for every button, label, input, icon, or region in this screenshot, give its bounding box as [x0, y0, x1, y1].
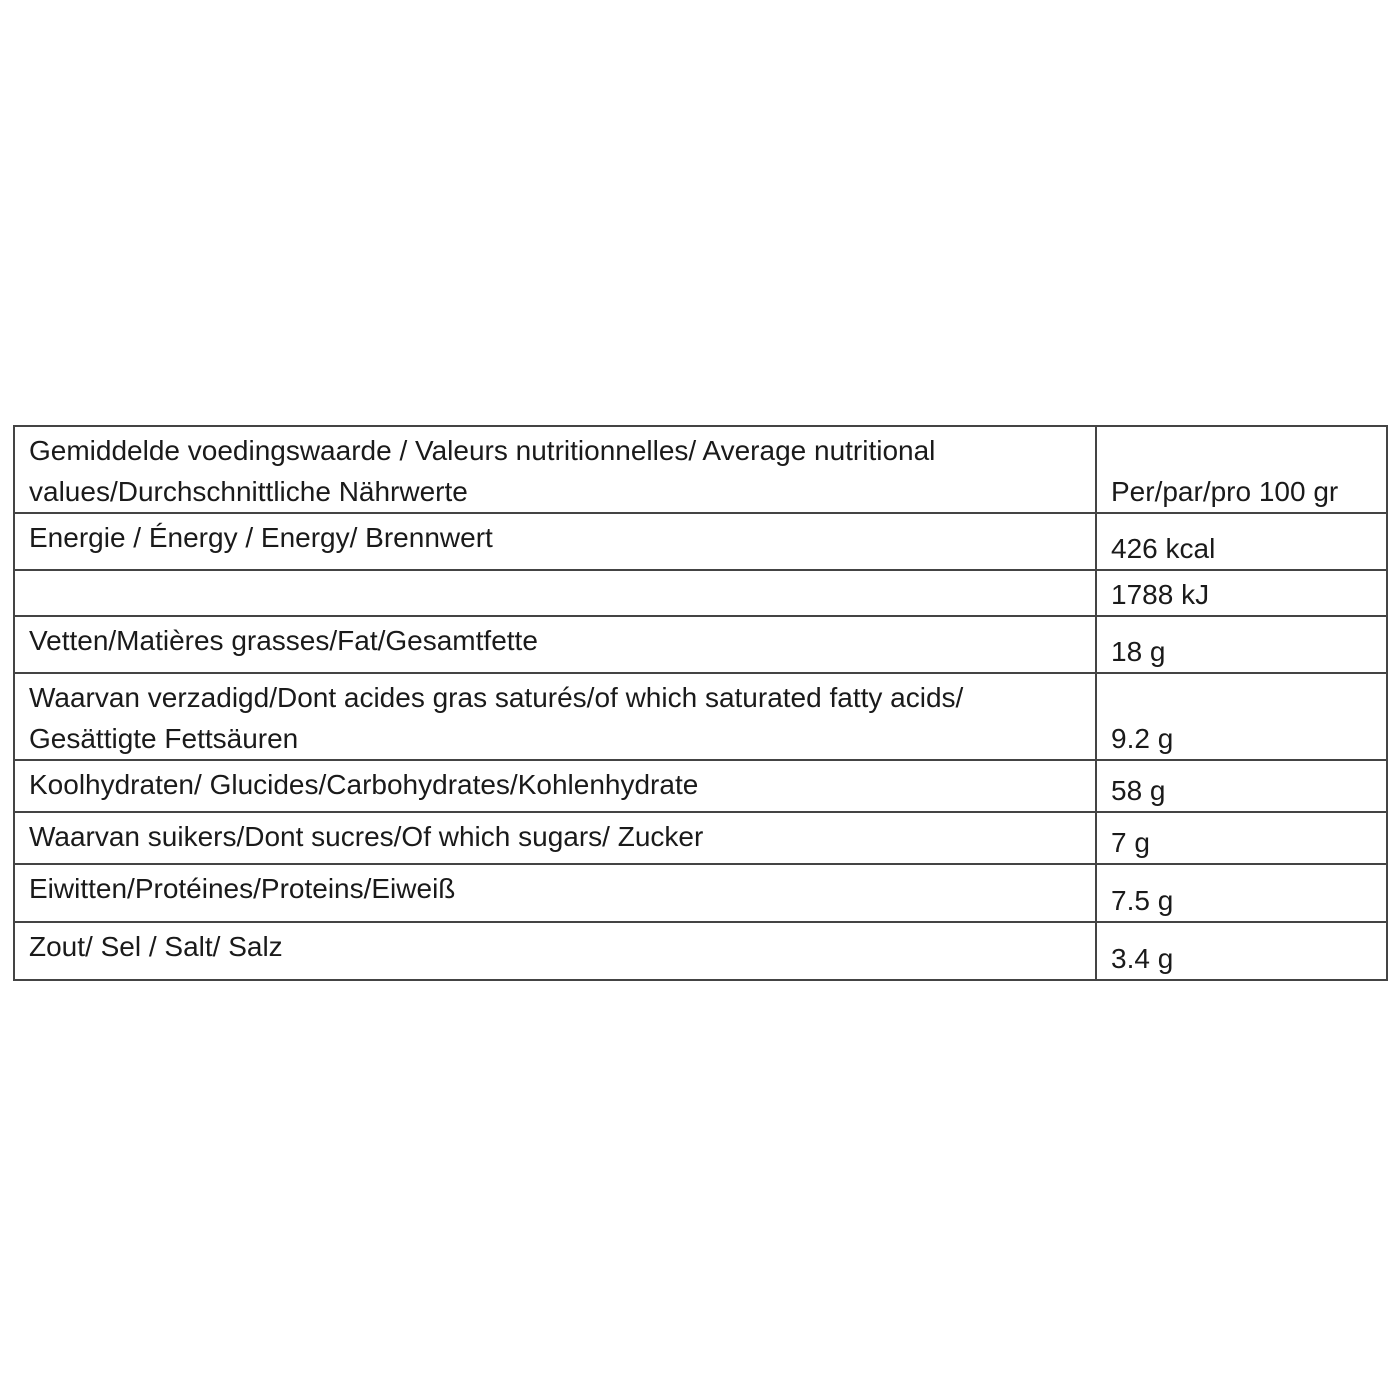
- row-value: 426 kcal: [1096, 513, 1387, 570]
- row-value: 58 g: [1096, 760, 1387, 812]
- row-label: Vetten/Matières grasses/Fat/Gesamtfette: [14, 616, 1096, 673]
- header-label-cell: [14, 426, 1096, 513]
- row-label: [14, 570, 1096, 616]
- row-label: Eiwitten/Protéines/Proteins/Eiweiß: [14, 864, 1096, 922]
- row-label: Waarvan suikers/Dont sucres/Of which sugars/ Zucker: [14, 812, 1096, 864]
- row-label: Energie / Énergy / Energy/ Brennwert: [14, 513, 1096, 570]
- table-row-fat: [14, 616, 1387, 673]
- table-row-sugars: [14, 812, 1387, 864]
- table-row-saturated-fat: [14, 673, 1387, 760]
- header-label-line-1: Gemiddelde voedingswaarde / Valeurs nutritionnelles/ Average nutritional: [29, 435, 936, 466]
- row-value: 9.2 g: [1096, 673, 1387, 760]
- table-row-energy-kcal: [14, 513, 1387, 570]
- table-header-row: [14, 426, 1387, 513]
- row-value: 18 g: [1096, 616, 1387, 673]
- table-row-salt: [14, 922, 1387, 980]
- row-label: Zout/ Sel / Salt/ Salz: [14, 922, 1096, 980]
- header-label-line-2: values/Durchschnittliche Nährwerte: [29, 476, 468, 507]
- row-value: 7.5 g: [1096, 864, 1387, 922]
- per-100g-label: Per/par/pro 100 gr: [1111, 476, 1339, 507]
- table-row-proteins: [14, 864, 1387, 922]
- table-row-carbohydrates: [14, 760, 1387, 812]
- row-label: Waarvan verzadigd/Dont acides gras saturés/of which saturated fatty acids/ Gesättigte Fettsäuren: [14, 673, 1096, 760]
- header-value-cell: [1096, 426, 1387, 513]
- row-value: 3.4 g: [1096, 922, 1387, 980]
- row-value: 7 g: [1096, 812, 1387, 864]
- table-row-energy-kj: [14, 570, 1387, 616]
- row-label: Koolhydraten/ Glucides/Carbohydrates/Kohlenhydrate: [14, 760, 1096, 812]
- nutrition-table: [13, 425, 1388, 981]
- row-value: 1788 kJ: [1096, 570, 1387, 616]
